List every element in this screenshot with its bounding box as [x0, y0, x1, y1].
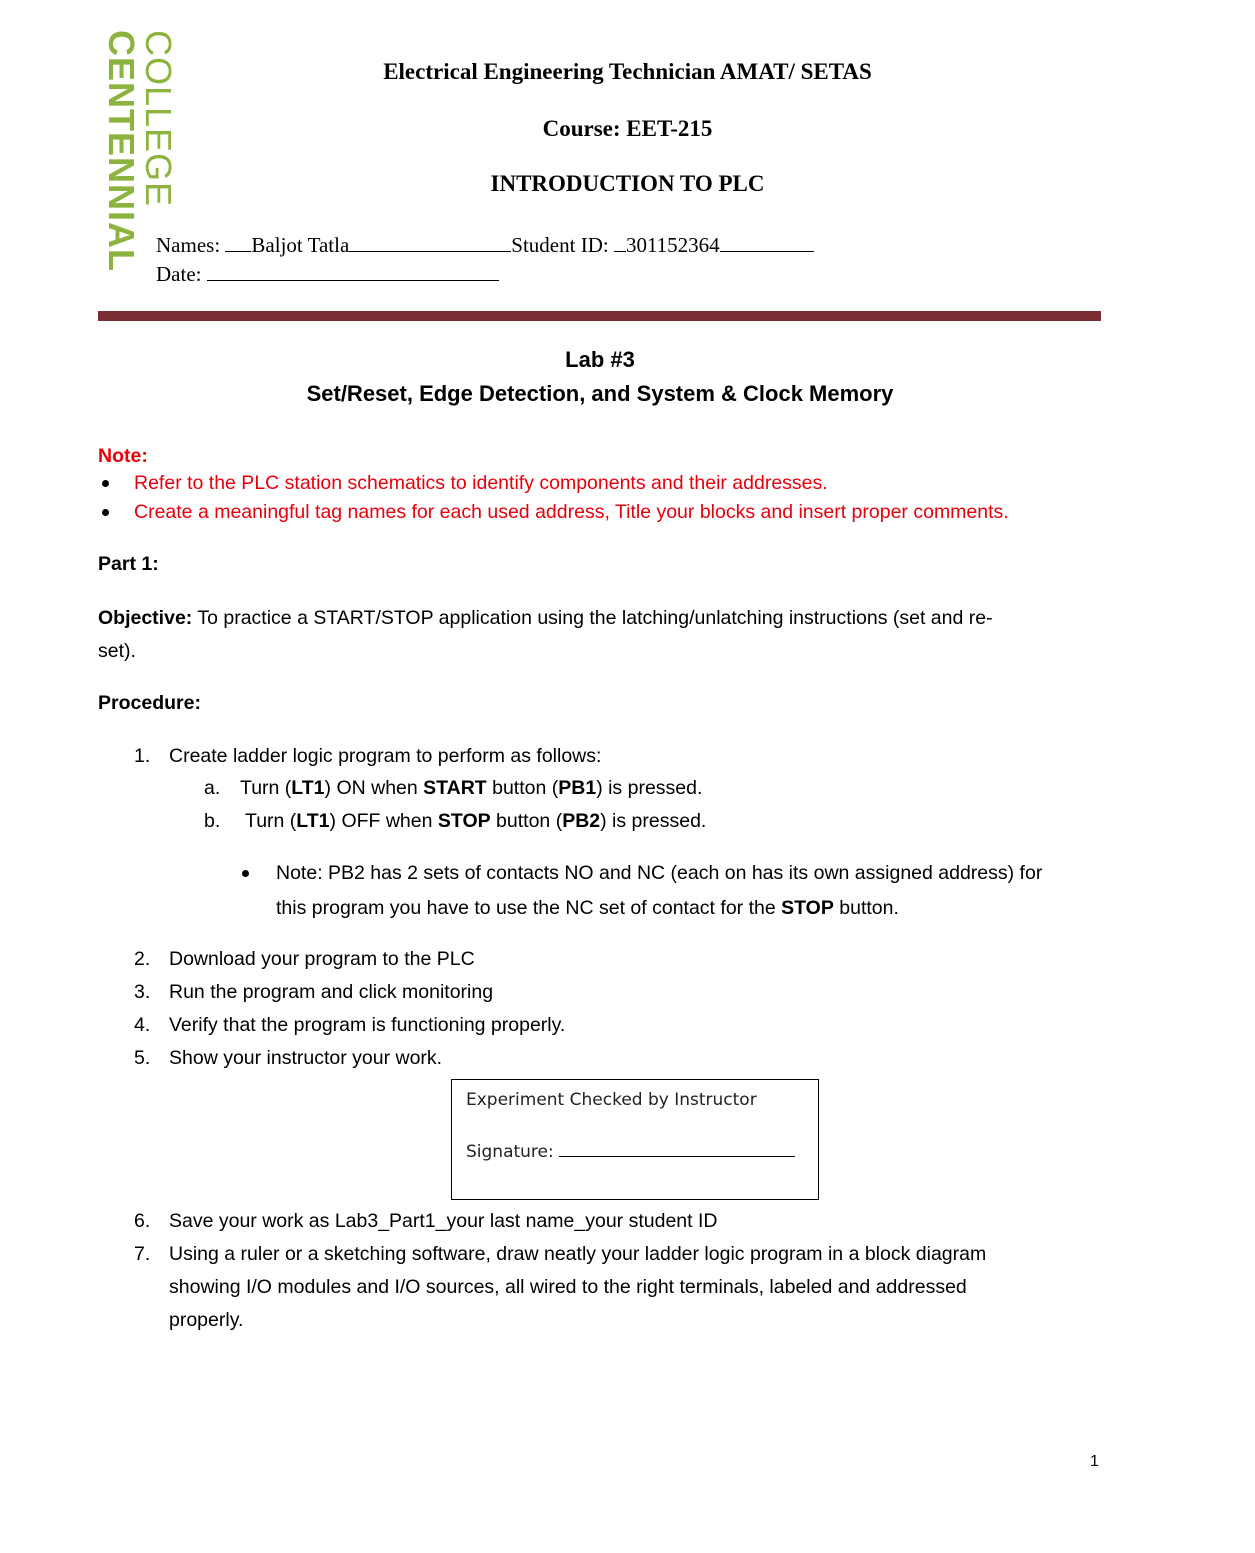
page-number: 1: [1090, 1453, 1099, 1470]
signature-field[interactable]: [559, 1155, 795, 1157]
step-6-text: Save your work as Lab3_Part1_your last name_your student ID: [169, 1210, 718, 1232]
bullet-icon: [242, 870, 249, 877]
student-id-value[interactable]: 301152364: [625, 233, 720, 257]
names-value[interactable]: Baljot Tatla: [251, 233, 350, 257]
logo-college-text: COLLEGE: [138, 30, 179, 208]
note-label: Note:: [98, 445, 148, 467]
part1-heading: Part 1:: [98, 553, 159, 575]
step-1-text: Create ladder logic program to perform as follows:: [169, 745, 602, 767]
lab-title: Set/Reset, Edge Detection, and System & Clock Memory: [306, 381, 894, 406]
date-label: Date:: [156, 262, 207, 286]
step-number: 4.: [134, 1014, 151, 1036]
note-item-1: Refer to the PLC station schematics to identify components and their addresses.: [134, 472, 828, 494]
step-number: 5.: [134, 1047, 151, 1069]
bullet-icon: [102, 480, 109, 487]
objective-label: Objective:: [98, 607, 193, 629]
step-1a-text: Turn (LT1) ON when START button (PB1) is pressed.: [240, 777, 703, 799]
step-number: 1.: [134, 745, 151, 767]
step-5-text: Show your instructor your work.: [169, 1047, 443, 1069]
lab-number: Lab #3: [565, 347, 635, 372]
note-item-2: Create a meaningful tag names for each used address, Title your blocks and insert proper comments.: [134, 501, 1009, 523]
date-field[interactable]: [207, 279, 499, 281]
step-1b-text: Turn (LT1) OFF when STOP button (PB2) is pressed.: [245, 810, 707, 832]
step-7-line-1: Using a ruler or a sketching software, draw neatly your ladder logic program in a block diagram: [169, 1243, 987, 1265]
names-label: Names:: [156, 233, 226, 257]
objective-text-1: To practice a START/STOP application using the latching/unlatching instructions (set and re-: [192, 607, 993, 629]
step-number: b.: [204, 810, 221, 832]
step-2-text: Download your program to the PLC: [169, 948, 475, 970]
step-number: 3.: [134, 981, 151, 1003]
student-id-label: Student ID:: [511, 233, 614, 257]
check-box-title: Experiment Checked by Instructor: [466, 1090, 757, 1110]
bullet-icon: [102, 509, 109, 516]
step-number: 7.: [134, 1243, 151, 1265]
step-7-line-2: showing I/O modules and I/O sources, all wired to the right terminals, labeled and addressed: [169, 1276, 967, 1298]
sub-note-line-2: this program you have to use the NC set of contact for the STOP button.: [276, 897, 899, 919]
date-row: [156, 262, 499, 287]
instructor-check-box: [451, 1079, 819, 1200]
logo-centennial-text: CENTENNIAL: [101, 30, 142, 272]
course-code: Course: EET-215: [542, 116, 713, 141]
header-divider: [98, 311, 1101, 321]
step-number: a.: [204, 777, 221, 799]
names-row: [156, 233, 814, 258]
step-3-text: Run the program and click monitoring: [169, 981, 494, 1003]
signature-row: [466, 1142, 795, 1162]
objective-line-1: [98, 602, 993, 635]
sub-note-line-1: Note: PB2 has 2 sets of contacts NO and NC (each on has its own assigned address) for: [276, 862, 1043, 884]
program-title: Electrical Engineering Technician AMAT/ SETAS: [383, 59, 872, 84]
step-4-text: Verify that the program is functioning properly.: [169, 1014, 566, 1036]
signature-label: Signature:: [466, 1142, 560, 1162]
procedure-label: Procedure:: [98, 692, 201, 714]
course-subject: INTRODUCTION TO PLC: [490, 171, 765, 196]
objective-line-2: set).: [98, 640, 136, 662]
step-number: 6.: [134, 1210, 151, 1232]
step-number: 2.: [134, 948, 151, 970]
step-7-line-3: properly.: [169, 1309, 244, 1331]
